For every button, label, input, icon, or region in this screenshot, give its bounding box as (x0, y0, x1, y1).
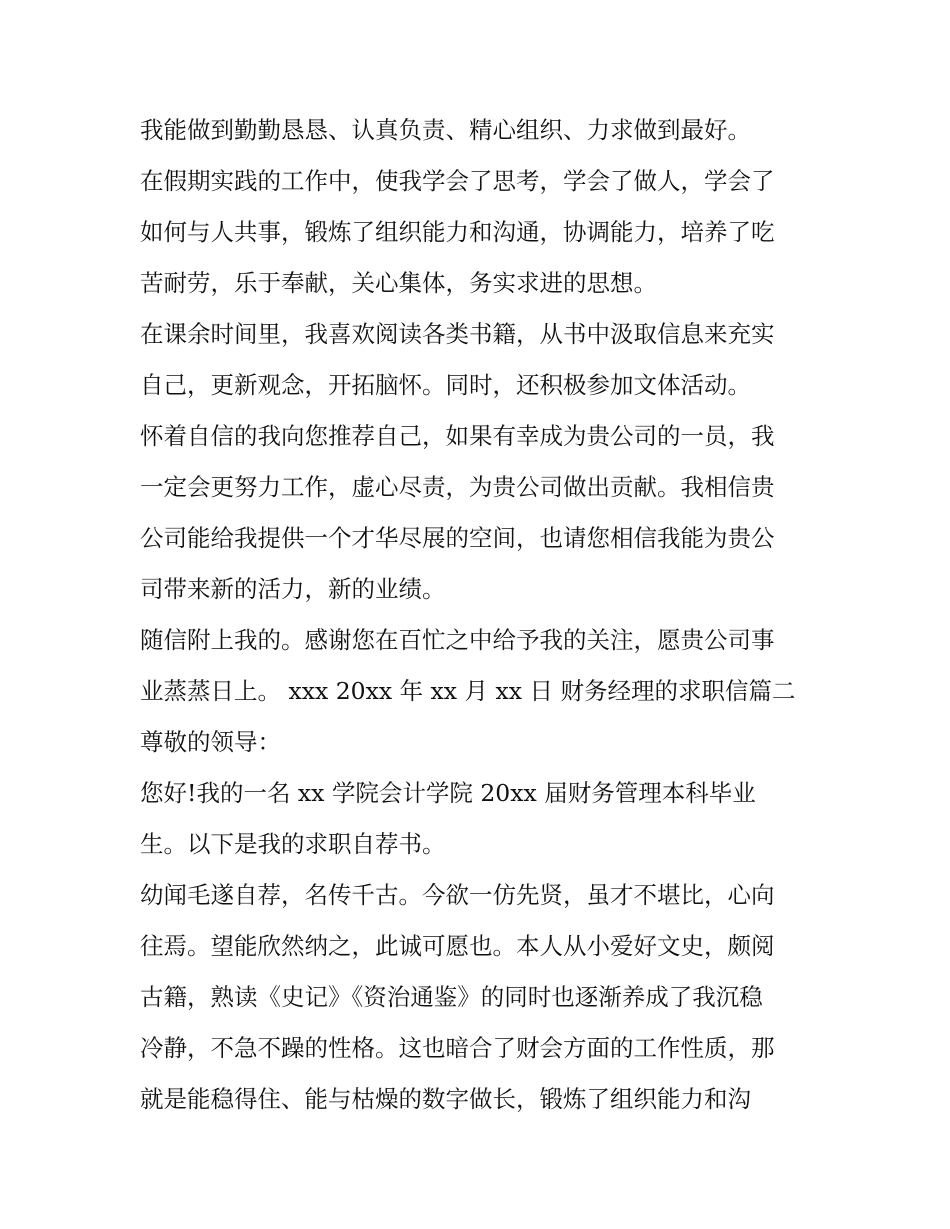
text-line: 幼闻毛遂自荐，名传千古。今欲一仿先贤，虽才不堪比，心向 (140, 881, 775, 909)
text-line: 冷静，不急不躁的性格。这也暗合了财会方面的工作性质，那 (140, 1034, 775, 1062)
text-line: 就是能稳得住、能与枯燥的数字做长，锻炼了组织能力和沟 (140, 1085, 751, 1113)
text-line: 怀着自信的我向您推荐自己，如果有幸成为贵公司的一员，我 (140, 422, 775, 450)
text-line: 苦耐劳，乐于奉献，关心集体，务实求进的思想。 (140, 269, 657, 297)
text-line: 如何与人共事，锻炼了组织能力和沟通，协调能力，培养了吃 (140, 218, 775, 246)
text-line: 在课余时间里，我喜欢阅读各类书籍，从书中汲取信息来充实 (140, 320, 775, 348)
text-line: 古籍，熟读《史记》《资治通鉴》的同时也逐渐养成了我沉稳 (140, 983, 763, 1011)
text-line: 业蒸蒸日上。 xxx 20xx 年 xx 月 xx 日 财务经理的求职信篇二 (140, 677, 796, 705)
text-line: 在假期实践的工作中，使我学会了思考，学会了做人，学会了 (140, 167, 775, 195)
text-line: 随信附上我的。感谢您在百忙之中给予我的关注，愿贵公司事 (140, 626, 775, 654)
text-line: 我能做到勤勤恳恳、认真负责、精心组织、力求做到最好。 (140, 116, 751, 144)
text-line: 您好!我的一名 xx 学院会计学院 20xx 届财务管理本科毕业 (140, 779, 756, 807)
text-line: 生。以下是我的求职自荐书。 (140, 830, 446, 858)
text-line: 一定会更努力工作，虚心尽责，为贵公司做出贡献。我相信贵 (140, 473, 775, 501)
text-line: 往焉。望能欣然纳之，此诚可愿也。本人从小爱好文史，颇阅 (140, 932, 775, 960)
salutation: 尊敬的领导： (140, 728, 281, 756)
text-line: 公司能给我提供一个才华尽展的空间，也请您相信我能为贵公 (140, 524, 775, 552)
text-line: 司带来新的活力，新的业绩。 (140, 575, 446, 603)
text-line: 自己，更新观念，开拓脑怀。同时，还积极参加文体活动。 (140, 371, 751, 399)
